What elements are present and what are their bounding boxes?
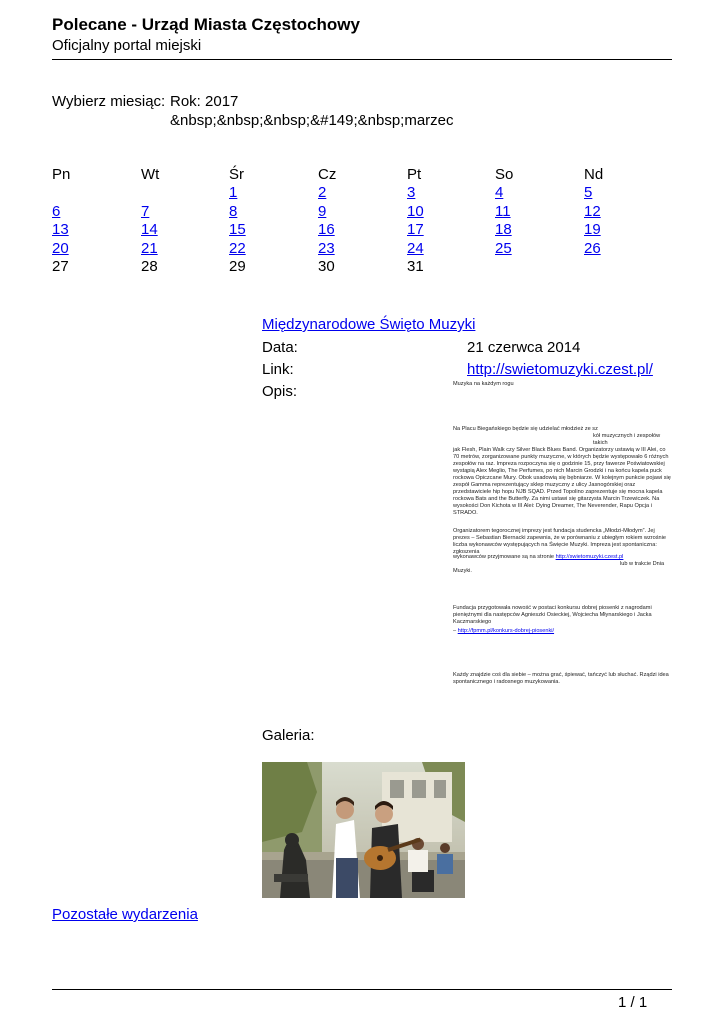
calendar-day-link[interactable]: 17 [407, 221, 424, 238]
description-text: Każdy znajdzie coś dla siebie – można grać, śpiewać, tańczyć lub słuchać. Rządzi idea spontanicznego i radosnego muzykowania. [453, 672, 669, 685]
event-date-label: Data: [262, 339, 298, 356]
calendar-day: 28 [141, 258, 158, 275]
description-text: Fundacja przygotowała nowość w postaci konkursu dobrej piosenki z nagrodami pieniężnymi dla następców Agnieszki Osieckiej, Wojciecha Młynarskiego i Jacka Kaczmarskiego [453, 605, 652, 625]
weekday-header: Cz [318, 166, 337, 183]
calendar-day-link[interactable]: 14 [141, 221, 158, 238]
event-description-paragraph [453, 605, 671, 626]
event-description-paragraph [453, 672, 671, 686]
description-line: lub w trakcie Dnia [620, 561, 665, 567]
description-text: jak Flesh, Plain Walk czy Silver Black Blues Band. Organizatorzy ustawią w III Alei, co 70 metrów, zorganizowane punkty muzyczne, w których będzie występowało 6 różnych zespołów na raz. Impreza rozpoczyna się o godzinie 15, przy fawerze Poświatowskiej wystąpią Alex Meglio, The Perfumes, po nich Marcin Grodzki i na końcu kapela puck rockowa Opiczcane Mury. Obok usadowią się bębniarze. W kolejnym punkcie pojawi się zespół Gamma reprezentujący sklep muzyczny z ulicy Jasnogórskiej oraz przedstawiciele hip hopu NJB SQAD. Przed Topolino zaprezentuje się mocna kapela rockowa Bats and the Butterfly. Za nimi ustawi się gitarzysta Marcin Trzewiczek. Na wysokości Don Kichota w III Alei: Dying Dreamer, The Neverender, Rapu Opcja i STRADO. [453, 447, 671, 516]
other-events-link[interactable]: Pozostałe wydarzenia [52, 906, 198, 923]
event-description-paragraph [453, 528, 671, 556]
page-subtitle: Oficjalny portal miejski [52, 37, 202, 54]
description-text: – [453, 628, 458, 634]
footer-divider [52, 989, 672, 990]
calendar-day-link[interactable]: 13 [52, 221, 69, 238]
calendar-day-link[interactable]: 10 [407, 202, 424, 220]
calendar-day-link[interactable]: 2 [318, 184, 327, 201]
contest-link[interactable]: http://fpmm.pl/konkurs-dobrej-piosenki/ [457, 628, 555, 634]
description-line: Na Placu Biegańskiego będzie się udzielać młodzież ze sz [453, 426, 598, 432]
description-text: wykonawców przyjmowane są na stronie [453, 554, 556, 560]
description-line: kół muzycznych i zespołów takich [593, 433, 661, 446]
calendar-day-link[interactable]: 18 [495, 221, 512, 238]
event-description-intro: Muzyka na każdym rogu [453, 381, 514, 387]
event-link-label: Link: [262, 361, 294, 378]
calendar-day: 30 [318, 258, 335, 275]
calendar-day-link[interactable]: 6 [52, 202, 61, 220]
year-value: Rok: 2017 [170, 93, 239, 110]
calendar-day-link[interactable]: 24 [407, 239, 424, 257]
calendar-day-link[interactable]: 26 [584, 239, 601, 257]
calendar-day: 27 [52, 258, 69, 275]
calendar-day-link[interactable]: 25 [495, 239, 512, 257]
calendar-day-link[interactable]: 23 [318, 239, 335, 257]
calendar-day-link[interactable]: 8 [229, 202, 238, 220]
calendar-day-link[interactable]: 19 [584, 221, 601, 238]
calendar-day-link[interactable]: 21 [141, 239, 158, 257]
gallery-label: Galeria: [262, 727, 315, 744]
month-picker-label: Wybierz miesiąc: [52, 93, 166, 110]
calendar-day-link[interactable]: 20 [52, 239, 69, 257]
calendar-day-link[interactable]: 9 [318, 202, 327, 220]
calendar-day-link[interactable]: 1 [229, 184, 238, 201]
calendar-day-link[interactable]: 16 [318, 221, 335, 238]
calendar-day: 29 [229, 258, 246, 275]
calendar-day-link[interactable]: 3 [407, 184, 416, 201]
event-description-paragraph [453, 628, 671, 635]
event-description-paragraph [453, 426, 671, 517]
calendar-day-link[interactable]: 12 [584, 202, 601, 220]
weekday-header: So [495, 166, 514, 183]
calendar-day-link[interactable]: 22 [229, 239, 246, 257]
header-divider [52, 59, 672, 60]
calendar-day-link[interactable]: 11 [495, 202, 511, 220]
calendar-day-link[interactable]: 4 [495, 184, 504, 201]
event-title-link[interactable]: Międzynarodowe Święto Muzyki [262, 316, 476, 333]
weekday-header: Nd [584, 166, 604, 183]
page-title: Polecane - Urząd Miasta Częstochowy [52, 15, 360, 34]
calendar-day: 31 [407, 258, 424, 275]
description-website-link[interactable]: http://swietomuzyki.czest.pl [555, 554, 624, 560]
event-description-label: Opis: [262, 383, 298, 400]
description-text: Organizatorem tegorocznej imprezy jest fundacja studencka „Młodzi-Młodym”. Jej prezes – Sebastian Biernacki zapewnia, że w porównaniu z ubiegłym rokiem wzrośnie liczba wykonawców występujących na Święcie Muzyki. Impreza jest spontaniczna: zgłoszenia [453, 528, 666, 555]
calendar-day-link[interactable]: 15 [229, 221, 246, 238]
gallery-photo[interactable] [262, 762, 465, 898]
weekday-header: Pn [52, 166, 71, 183]
weekday-header: Pt [407, 166, 422, 183]
event-date-value: 21 czerwca 2014 [467, 339, 581, 356]
month-value: &nbsp;&nbsp;&nbsp;&#149;&nbsp;marzec [170, 112, 454, 129]
page-number: 1 / 1 [618, 994, 648, 1011]
event-description-paragraph [453, 554, 671, 575]
calendar-day-link[interactable]: 5 [584, 184, 593, 201]
calendar-day-link[interactable]: 7 [141, 202, 150, 220]
weekday-header: Wt [141, 166, 160, 183]
weekday-header: Śr [229, 166, 244, 183]
event-website-link[interactable]: http://swietomuzyki.czest.pl/ [467, 361, 653, 378]
description-line: Muzyki. [453, 568, 472, 574]
